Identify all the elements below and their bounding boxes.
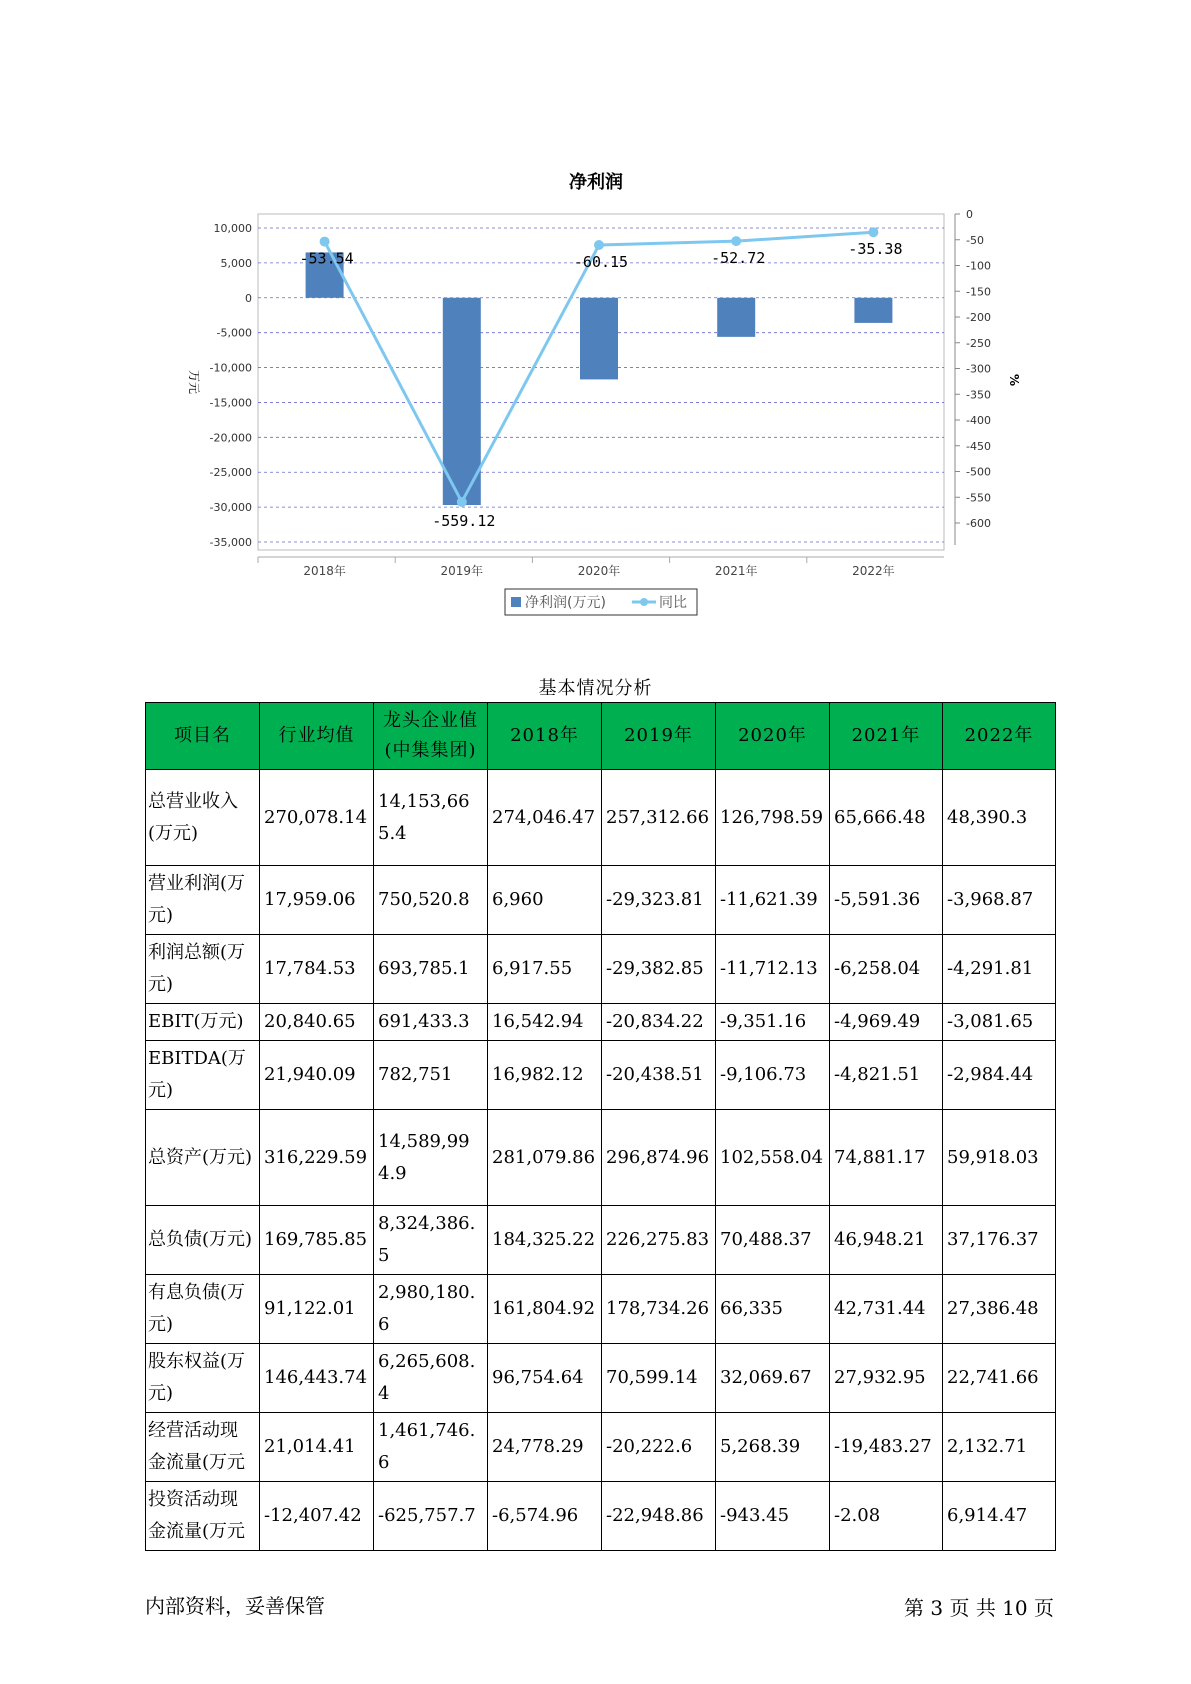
x-tick-label: 2019年 xyxy=(440,564,484,578)
table-cell: 169,785.85 xyxy=(260,1206,374,1275)
right-axis-tick-label: -450 xyxy=(966,439,991,453)
table-cell: 184,325.22 xyxy=(488,1206,602,1275)
table-cell: 281,079.86 xyxy=(488,1110,602,1206)
table-cell: 70,488.37 xyxy=(716,1206,830,1275)
table-cell: -12,407.42 xyxy=(260,1482,374,1551)
table-cell: -19,483.27 xyxy=(830,1413,943,1482)
right-axis-tick-label: -500 xyxy=(966,465,991,479)
table-cell: 161,804.92 xyxy=(488,1275,602,1344)
table-cell: -22,948.86 xyxy=(602,1482,716,1551)
table-cell: 17,959.06 xyxy=(260,866,374,935)
bar-net-profit xyxy=(854,298,892,323)
table-cell: 316,229.59 xyxy=(260,1110,374,1206)
data-label-yoy: -60.15 xyxy=(573,252,629,271)
legend-label-line: 同比 xyxy=(659,595,687,611)
table-cell: 102,558.04 xyxy=(716,1110,830,1206)
right-axis-tick-label: -350 xyxy=(966,388,991,402)
table-row xyxy=(146,1206,1056,1275)
left-axis-tick-label: -15,000 xyxy=(209,396,252,410)
table-cell: -9,106.73 xyxy=(716,1041,830,1110)
row-label: 总资产(万元) xyxy=(146,1110,260,1206)
table-cell: 22,741.66 xyxy=(943,1344,1056,1413)
left-axis-tick-label: -30,000 xyxy=(209,501,252,515)
table-cell: 65,666.48 xyxy=(830,770,943,866)
right-axis-tick-label: -200 xyxy=(966,311,991,324)
row-label: 营业利润(万元) xyxy=(146,866,260,935)
table-cell: 21,940.09 xyxy=(260,1041,374,1110)
table-cell: -2.08 xyxy=(830,1482,943,1551)
row-label: 股东权益(万元) xyxy=(146,1344,260,1413)
legend-swatch-point xyxy=(640,598,648,606)
legend-label-bar: 净利润(万元) xyxy=(525,595,606,611)
bar-net-profit xyxy=(580,298,618,380)
table-cell: -3,081.65 xyxy=(943,1004,1056,1041)
right-axis-tick-label: 0 xyxy=(966,208,973,221)
x-tick-label: 2020年 xyxy=(577,564,621,578)
row-label: 利润总额(万元) xyxy=(146,935,260,1004)
right-axis-tick-label: -400 xyxy=(966,414,991,427)
right-axis-tick-label: -300 xyxy=(966,362,991,376)
left-axis-tick-label: -35,000 xyxy=(209,536,252,549)
table-cell: 66,335 xyxy=(716,1275,830,1344)
table-row xyxy=(146,866,1056,935)
right-axis-tick-label: -550 xyxy=(966,491,991,505)
table-cell: 257,312.66 xyxy=(602,770,716,866)
table-cell: -2,984.44 xyxy=(943,1041,1056,1110)
left-axis-label: 万元 xyxy=(187,369,201,395)
table-cell: -6,258.04 xyxy=(830,935,943,1004)
table-cell: 17,784.53 xyxy=(260,935,374,1004)
col-header: 2021年 xyxy=(830,703,943,770)
data-label-yoy: -53.54 xyxy=(299,249,354,268)
table-cell: 750,520.8 xyxy=(374,866,488,935)
table-caption: 基本情况分析 xyxy=(538,678,653,699)
line-point-yoy xyxy=(594,240,604,250)
table-cell: 270,078.14 xyxy=(260,770,374,866)
net-profit-chart xyxy=(0,0,1191,640)
table-cell: 70,599.14 xyxy=(602,1344,716,1413)
table-cell: -625,757.7 xyxy=(374,1482,488,1551)
col-header: 2019年 xyxy=(602,703,716,770)
line-point-yoy xyxy=(731,236,741,246)
table-cell: 6,960 xyxy=(488,866,602,935)
table-cell: -11,621.39 xyxy=(716,866,830,935)
table-row xyxy=(146,1482,1056,1551)
table-row xyxy=(146,1413,1056,1482)
table-cell: 5,268.39 xyxy=(716,1413,830,1482)
bar-net-profit xyxy=(717,298,755,337)
line-point-yoy xyxy=(457,497,467,507)
table-row xyxy=(146,1004,1056,1041)
table-cell: -11,712.13 xyxy=(716,935,830,1004)
table-cell: 693,785.1 xyxy=(374,935,488,1004)
table-row xyxy=(146,935,1056,1004)
col-header: 龙头企业值(中集集团) xyxy=(374,703,488,770)
table-cell: 32,069.67 xyxy=(716,1344,830,1413)
left-axis-tick-label: -10,000 xyxy=(209,361,252,375)
table-cell: -4,291.81 xyxy=(943,935,1056,1004)
table-cell: -5,591.36 xyxy=(830,866,943,935)
table-row xyxy=(146,1275,1056,1344)
table-cell: 74,881.17 xyxy=(830,1110,943,1206)
line-point-yoy xyxy=(320,237,330,247)
table-header-row xyxy=(146,703,1056,770)
table-cell: 16,982.12 xyxy=(488,1041,602,1110)
x-tick-label: 2022年 xyxy=(852,564,895,578)
table-cell: 14,589,994.9 xyxy=(374,1110,488,1206)
table-cell: -29,382.85 xyxy=(602,935,716,1004)
col-header: 项目名 xyxy=(146,703,260,770)
table-cell: 782,751 xyxy=(374,1041,488,1110)
table-cell: -20,438.51 xyxy=(602,1041,716,1110)
row-label: 总负债(万元) xyxy=(146,1206,260,1275)
table-cell: 2,980,180.6 xyxy=(374,1275,488,1344)
data-label-yoy: -35.38 xyxy=(848,240,903,259)
table-cell: 27,386.48 xyxy=(943,1275,1056,1344)
table-cell: 6,917.55 xyxy=(488,935,602,1004)
table-cell: 178,734.26 xyxy=(602,1275,716,1344)
table-cell: 6,265,608.4 xyxy=(374,1344,488,1413)
table-cell: 27,932.95 xyxy=(830,1344,943,1413)
data-label-yoy: -559.12 xyxy=(432,511,496,530)
table-cell: 42,731.44 xyxy=(830,1275,943,1344)
table-cell: 691,433.3 xyxy=(374,1004,488,1041)
table-cell: -20,222.6 xyxy=(602,1413,716,1482)
row-label: 有息负债(万元) xyxy=(146,1275,260,1344)
table-cell: 48,390.3 xyxy=(943,770,1056,866)
row-label: EBITDA(万元) xyxy=(146,1041,260,1110)
data-label-yoy: -52.72 xyxy=(711,249,766,268)
table-cell: 2,132.71 xyxy=(943,1413,1056,1482)
table-cell: -4,969.49 xyxy=(830,1004,943,1041)
table-row xyxy=(146,1041,1056,1110)
table-cell: -29,323.81 xyxy=(602,866,716,935)
chart-title: 净利润 xyxy=(569,172,623,193)
table-cell: -4,821.51 xyxy=(830,1041,943,1110)
table-cell: 6,914.47 xyxy=(943,1482,1056,1551)
table-cell: 16,542.94 xyxy=(488,1004,602,1041)
col-header: 2022年 xyxy=(943,703,1056,770)
table-cell: 91,122.01 xyxy=(260,1275,374,1344)
table-cell: -3,968.87 xyxy=(943,866,1056,935)
table-cell: 296,874.96 xyxy=(602,1110,716,1206)
row-label: 总营业收入(万元) xyxy=(146,770,260,866)
table-cell: 146,443.74 xyxy=(260,1344,374,1413)
table-cell: 46,948.21 xyxy=(830,1206,943,1275)
table-cell: -20,834.22 xyxy=(602,1004,716,1041)
table-cell: 21,014.41 xyxy=(260,1413,374,1482)
table-cell: 59,918.03 xyxy=(943,1110,1056,1206)
table-cell: 1,461,746.6 xyxy=(374,1413,488,1482)
left-axis-tick-label: 10,000 xyxy=(213,222,252,235)
col-header: 2018年 xyxy=(488,703,602,770)
table-cell: 24,778.29 xyxy=(488,1413,602,1482)
left-axis-tick-label: 0 xyxy=(245,291,252,305)
table-cell: 96,754.64 xyxy=(488,1344,602,1413)
table-cell: 37,176.37 xyxy=(943,1206,1056,1275)
legend-swatch-bar xyxy=(511,597,521,607)
table-row xyxy=(146,1344,1056,1413)
x-tick-label: 2021年 xyxy=(714,564,758,578)
col-header: 行业均值 xyxy=(260,703,374,770)
col-header: 2020年 xyxy=(716,703,830,770)
table-cell: 14,153,665.4 xyxy=(374,770,488,866)
right-axis-label: % xyxy=(1007,373,1021,387)
row-label: 投资活动现金流量(万元 xyxy=(146,1482,260,1551)
left-axis-tick-label: 5,000 xyxy=(220,256,252,270)
table-row xyxy=(146,770,1056,866)
left-axis-tick-label: -5,000 xyxy=(216,326,252,340)
right-axis-tick-label: -250 xyxy=(966,336,991,350)
basic-analysis-table xyxy=(145,702,1056,1551)
table-cell: -9,351.16 xyxy=(716,1004,830,1041)
table-cell: 126,798.59 xyxy=(716,770,830,866)
footer-page-number: 第 3 页 共 10 页 xyxy=(904,1596,1054,1620)
table-cell: 226,275.83 xyxy=(602,1206,716,1275)
table-cell: 20,840.65 xyxy=(260,1004,374,1041)
left-axis-tick-label: -20,000 xyxy=(209,431,252,445)
table-row xyxy=(146,1110,1056,1206)
row-label: EBIT(万元) xyxy=(146,1004,260,1041)
table-cell: -943.45 xyxy=(716,1482,830,1551)
table-cell: -6,574.96 xyxy=(488,1482,602,1551)
table-cell: 8,324,386.5 xyxy=(374,1206,488,1275)
right-axis-tick-label: -150 xyxy=(966,285,991,299)
right-axis-tick-label: -100 xyxy=(966,259,991,273)
x-tick-label: 2018年 xyxy=(303,564,346,578)
right-axis-tick-label: -600 xyxy=(966,517,991,530)
left-axis-tick-label: -25,000 xyxy=(209,466,252,480)
table-cell: 274,046.47 xyxy=(488,770,602,866)
line-point-yoy xyxy=(868,227,878,237)
right-axis-tick-label: -50 xyxy=(966,233,984,247)
footer-confidential: 内部资料，妥善保管 xyxy=(145,1594,325,1618)
row-label: 经营活动现金流量(万元 xyxy=(146,1413,260,1482)
